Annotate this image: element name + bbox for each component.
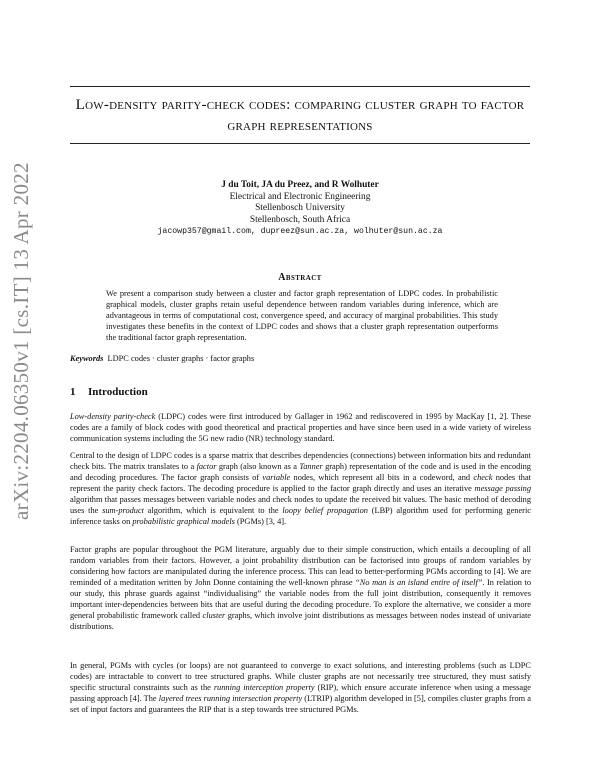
author-names: J du Toit, JA du Preez, and R Wolhuter	[221, 180, 379, 190]
title-bottom-rule	[70, 143, 530, 144]
title-top-rule	[70, 86, 530, 87]
abstract-text: We present a comparison study between a cluster and factor graph representation of LDPC codes. In probabilistic graphical models, cluster graphs retain useful dependence between random variables during inference, which are advantageous in terms of computational cost, convergence speed, and accuracy of marginal probabilities. This study investigates these benefits in the context of LDPC codes and shows that a cluster graph representation outperforms the traditional factor graph representation.	[106, 289, 498, 343]
intro-paragraph-2: Central to the design of LDPC codes is a sparse matrix that describes dependencies (connections) between information bits and redundant check bits. The matrix translates to a factor graph (also known as a Tanner graph) representation of the code and is used in the encoding and decoding procedures. The factor graph consists of variable nodes, which represent all bits in a codeword, and check nodes that represent the parity check factors. The decoding procedure is applied to the factor graph directly and uses an iterative message passing algorithm that passes messages between variable nodes and check nodes to update the received bit values. The basic method of decoding uses the sum-product algorithm, which is equivalent to the loopy belief propagation (LBP) algorithm used for performing generic inference tasks on probabilistic graphical models (PGMs) [3, 4].	[70, 451, 531, 526]
author-department: Electrical and Electronic Engineering	[229, 191, 371, 202]
abstract-heading: Abstract	[278, 272, 322, 283]
intro-paragraph-1: Low-density parity-check (LDPC) codes were first introduced by Gallager in 1962 and rediscovered in 1995 by MacKay [1, 2]. These codes are a family of block codes with good theoretical and practical properties and have since been used in a wide variety of wireless communication systems including the 5G new radio (NR) technology standard.	[70, 412, 531, 443]
keywords-line	[70, 354, 530, 363]
intro-paragraph-3: Factor graphs are popular throughout the PGM literature, arguably due to their simple construction, which entails a decoupling of all random variables from their factors. However, a joint probability distribution can be factorised into groups of random variables by considering how factors are manipulated during the inference process. This can lead to better-performing PGMs according to [4]. We are reminded of a meditation written by John Donne containing the well-known phrase “No man is an island entire of itself”. In relation to our study, this phrase guards against “individualising” the variable nodes from the full joint distribution, consequently it removes important inter-dependencies between bits that are useful during the decoding procedure. To explore the alternative, we consider a more general probabilistic framework called cluster graphs, which involve joint distributions as messages between nodes instead of univariate distributions.	[70, 545, 531, 631]
paper-title: Low-density parity-check codes: comparing cluster graph to factor graph representations	[75, 96, 525, 134]
arxiv-identifier-stamp: arXiv:2204.06350v1 [cs.IT] 13 Apr 2022	[9, 162, 33, 520]
section-title: Introduction	[88, 386, 148, 398]
author-university: Stellenbosch University	[255, 203, 345, 214]
author-block	[70, 180, 530, 238]
author-emails: jacowp357@gmail.com, dupreez@sun.ac.za, wolhuter@sun.ac.za	[157, 227, 443, 237]
keywords-text: LDPC codes · cluster graphs · factor graphs	[107, 354, 255, 363]
author-location: Stellenbosch, South Africa	[249, 214, 351, 225]
intro-paragraph-4: In general, PGMs with cycles (or loops) are not guaranteed to converge to exact solutions, and interesting problems (such as LDPC codes) are intractable to convert to tree structured graphs. While cluster graphs are not necessarily tree structured, they must satisfy specific structural constraints such as the running interception property (RIP), which ensure accurate inference when using a message passing approach [4]. The layered trees running intersection property (LTRIP) algorithm developed in [5], compiles cluster graphs from a set of input factors and guarantees the RIP that is a step towards tree structured PGMs.	[70, 661, 531, 714]
section-number: 1	[70, 386, 76, 398]
section-heading-introduction	[70, 386, 148, 398]
keywords-label: Keywords	[70, 354, 104, 363]
